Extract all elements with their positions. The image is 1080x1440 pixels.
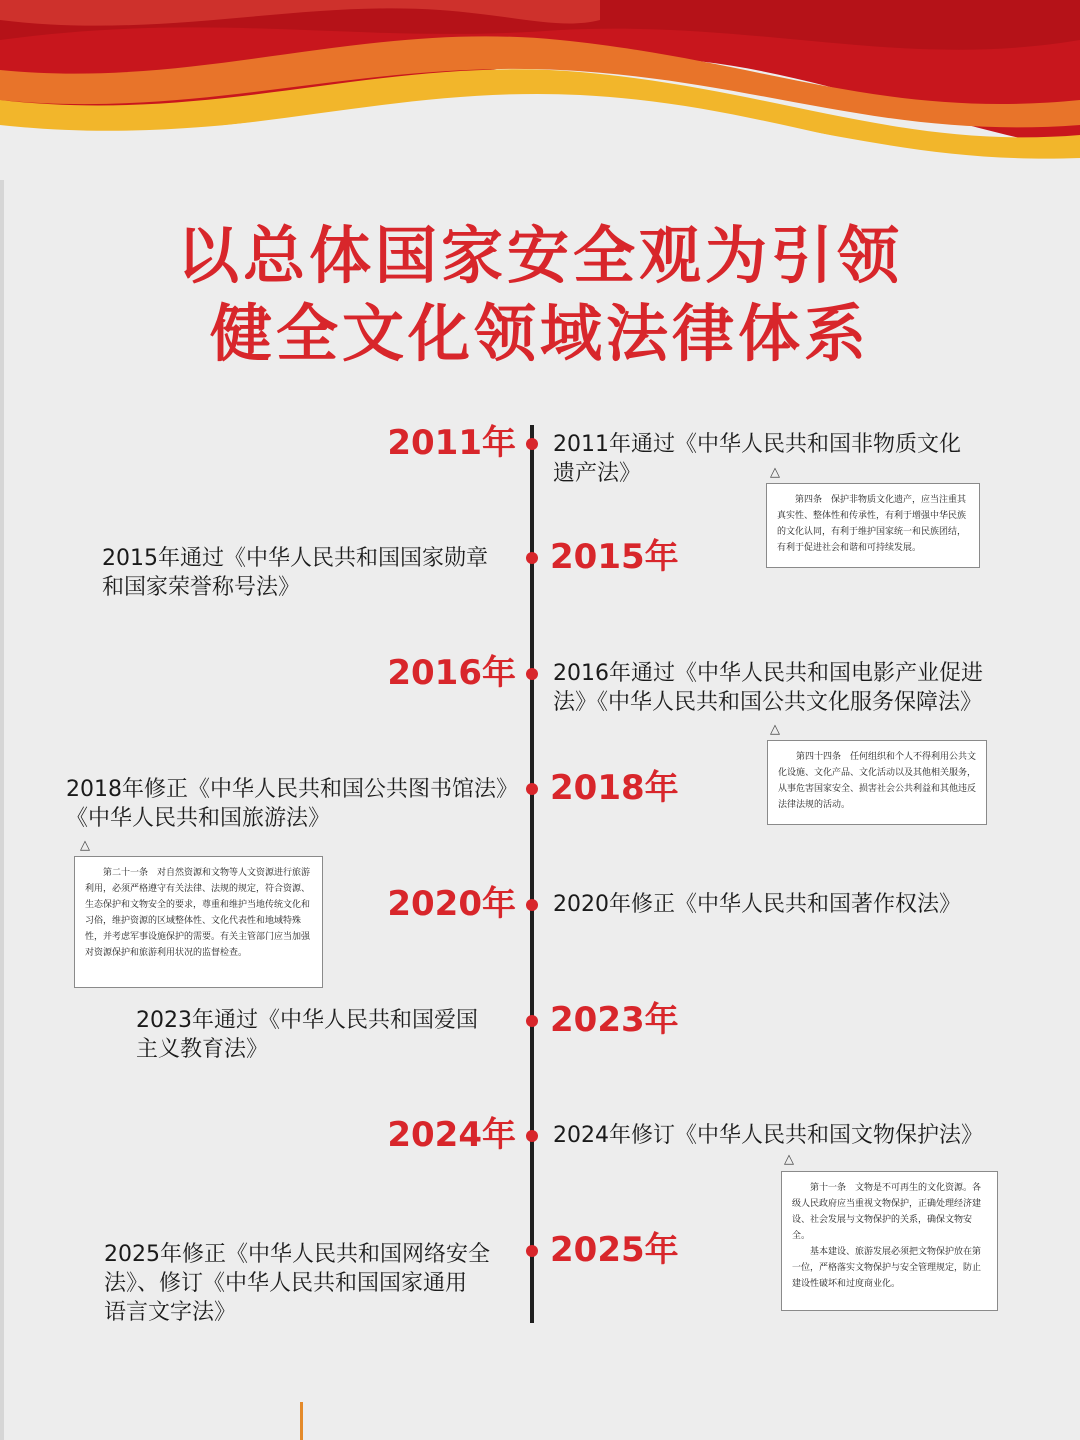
event-line: 2020年修正《中华人民共和国著作权法》 [553, 892, 961, 917]
event-line: 2025年修正《中华人民共和国网络安全 [104, 1242, 490, 1267]
note-text: 第四条 保护非物质文化遗产，应当注重其真实性、整体性和传承性，有利于增强中华民族的文化认同，有利于维护国家统一和民族团结，有利于促进社会和谐和可持续发展。 [777, 495, 967, 553]
event-line: 《中华人民共和国旅游法》 [66, 806, 331, 831]
event-line: 2024年修订《中华人民共和国文物保护法》 [553, 1123, 983, 1148]
year-label-2018: 2018年 [550, 768, 679, 808]
event-2020 [553, 890, 961, 919]
year-label-2020: 2020年 [387, 884, 516, 924]
timeline-dot [526, 438, 538, 450]
year-label-2024: 2024年 [387, 1115, 516, 1155]
page-title-line-2: 健全文化领域法律体系 [209, 297, 870, 370]
event-line: 和国家荣誉称号法》 [102, 575, 301, 600]
note-marker-icon: △ [784, 1152, 794, 1167]
event-2016 [553, 659, 983, 717]
event-line: 法》《中华人民共和国公共文化服务保障法》 [553, 690, 983, 715]
note-marker-icon: △ [770, 465, 780, 480]
year-label-2016: 2016年 [387, 653, 516, 693]
page-title-line-1: 以总体国家安全观为引领 [176, 219, 903, 292]
event-2025 [104, 1240, 490, 1327]
timeline-dot [526, 552, 538, 564]
event-line: 遗产法》 [553, 461, 642, 486]
timeline-dot [526, 1245, 538, 1257]
event-line: 2011年通过《中华人民共和国非物质文化 [553, 432, 961, 457]
note-text: 第十一条 文物是不可再生的文化资源。各级人民政府应当重视文物保护，正确处理经济建设、社会发展与文物保护的关系，确保文物安全。 [792, 1183, 982, 1241]
event-line: 法》、修订《中华人民共和国国家通用 [104, 1271, 468, 1296]
year-label-2025: 2025年 [550, 1230, 679, 1270]
timeline-dot [526, 668, 538, 680]
note-marker-icon: △ [770, 722, 780, 737]
timeline-dot [526, 1130, 538, 1142]
event-2011 [553, 430, 961, 488]
note-text: 第四十四条 任何组织和个人不得利用公共文化设施、文化产品、文化活动以及其他相关服务，从事危害国家安全、损害社会公共利益和其他违反法律法规的活动。 [778, 752, 977, 810]
note-marker-icon: △ [80, 838, 90, 853]
year-label-2015: 2015年 [550, 537, 679, 577]
event-line: 2016年通过《中华人民共和国电影产业促进 [553, 661, 983, 686]
event-line: 2018年修正《中华人民共和国公共图书馆法》 [66, 777, 518, 802]
decorative-footer-stripe [300, 1402, 303, 1440]
event-line: 主义教育法》 [136, 1037, 269, 1062]
law-excerpt-note [781, 1171, 998, 1311]
law-excerpt-note [766, 483, 980, 568]
year-label-2023: 2023年 [550, 1000, 679, 1040]
event-2018 [66, 775, 518, 833]
timeline-dot [526, 783, 538, 795]
decorative-wave-banner [0, 0, 1080, 180]
timeline-dot [526, 1015, 538, 1027]
event-line: 2023年通过《中华人民共和国爱国 [136, 1008, 478, 1033]
law-excerpt-note [74, 856, 323, 988]
event-2024 [553, 1121, 983, 1150]
event-line: 2015年通过《中华人民共和国国家勋章 [102, 546, 488, 571]
note-text: 第二十一条 对自然资源和文物等人文资源进行旅游利用，必须严格遵守有关法律、法规的规定，符合资源、生态保护和文物安全的要求，尊重和维护当地传统文化和习俗，维护资源的区域整体性、文化代表性和地域特殊性，并考虑军事设施保护的需要。有关主管部门应当加强对资源保护和旅游利用状况的监督检查。 [85, 868, 311, 958]
event-2023 [136, 1006, 478, 1064]
law-excerpt-note [767, 740, 987, 825]
event-line: 语言文字法》 [104, 1300, 237, 1325]
page-edge [0, 0, 4, 1440]
year-label-2011: 2011年 [387, 423, 516, 463]
timeline-dot [526, 899, 538, 911]
note-text: 基本建设、旅游发展必须把文物保护放在第一位，严格落实文物保护与安全管理规定，防止建设性破坏和过度商业化。 [792, 1247, 982, 1289]
event-2015 [102, 544, 488, 602]
